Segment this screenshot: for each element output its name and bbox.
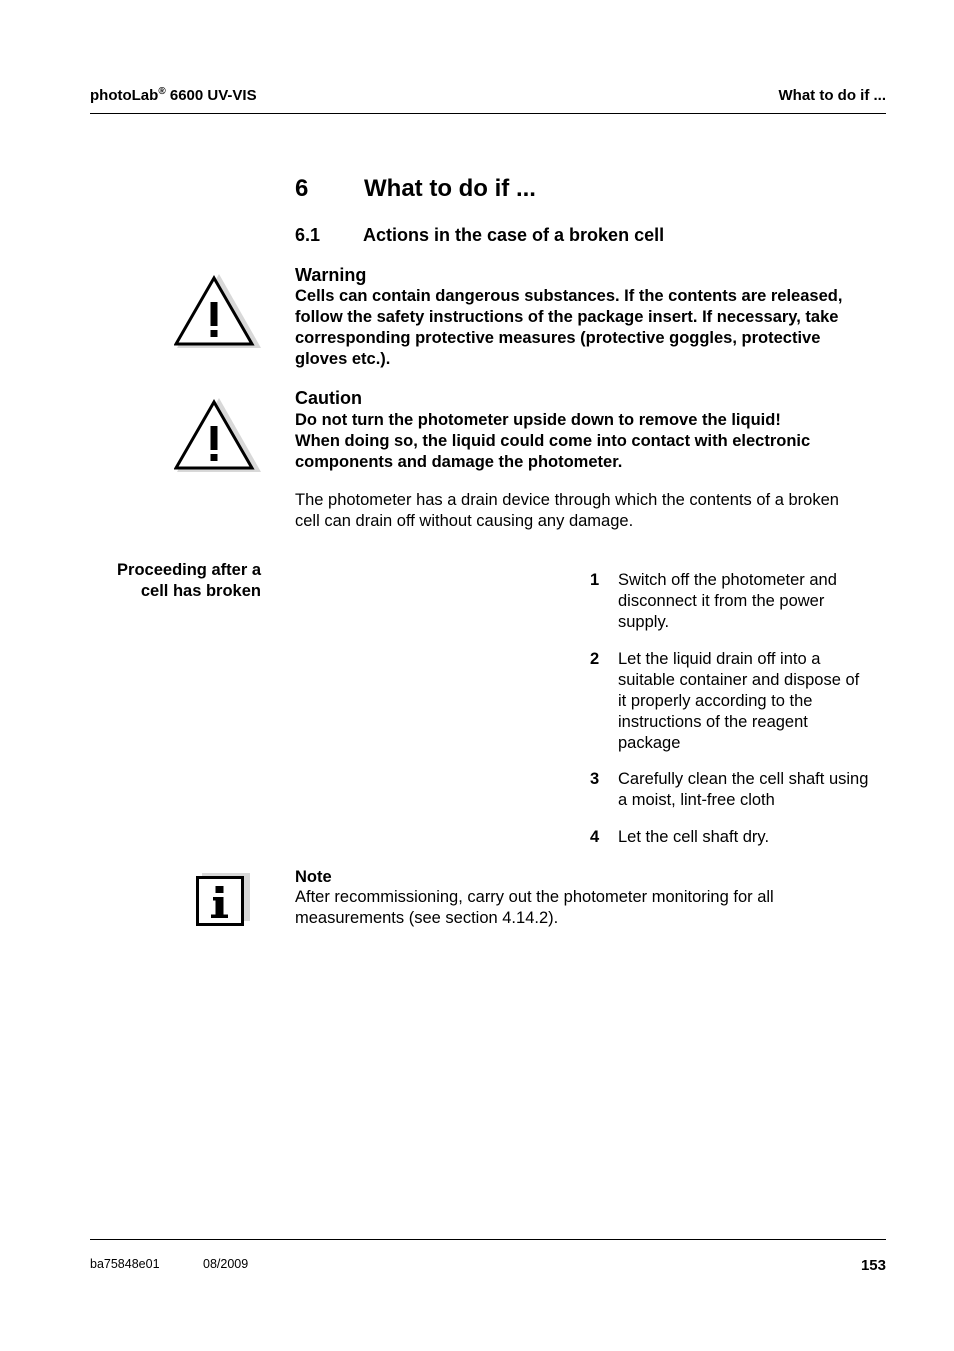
note-title: Note bbox=[295, 868, 332, 886]
step-number: 3 bbox=[590, 770, 600, 788]
registered-mark: ® bbox=[158, 86, 166, 97]
step-line: supply. bbox=[618, 613, 670, 631]
warning-line: corresponding protective measures (protective goggles, protective bbox=[295, 329, 821, 347]
warning-title: Warning bbox=[295, 265, 367, 285]
section-title: Actions in the case of a broken cell bbox=[363, 225, 665, 245]
step-line: Switch off the photometer and bbox=[618, 571, 837, 589]
step-line: package bbox=[618, 734, 681, 752]
side-label-line: Proceeding after a bbox=[117, 561, 261, 579]
info-icon bbox=[196, 872, 252, 928]
warning-line: gloves etc.). bbox=[295, 350, 391, 368]
step-line: Let the liquid drain off into a bbox=[618, 650, 821, 668]
step-line: Carefully clean the cell shaft using bbox=[618, 770, 869, 788]
footer-rule bbox=[90, 1239, 886, 1240]
product-model: 6600 UV-VIS bbox=[165, 87, 257, 104]
caution-line: When doing so, the liquid could come into contact with electronic bbox=[295, 432, 811, 450]
product-name: photoLab bbox=[90, 87, 159, 104]
side-label-line: cell has broken bbox=[140, 582, 261, 600]
step-line: Let the cell shaft dry. bbox=[618, 828, 770, 846]
intro-line: cell can drain off without causing any damage. bbox=[295, 512, 634, 530]
section-number: 6.1 bbox=[295, 225, 321, 245]
warning-triangle-icon bbox=[174, 268, 264, 350]
step-line: instructions of the reagent bbox=[618, 713, 808, 731]
header-product bbox=[90, 86, 257, 104]
chapter-number: 6 bbox=[295, 175, 309, 202]
caution-title: Caution bbox=[295, 388, 362, 408]
step-line: it properly according to the bbox=[618, 692, 813, 710]
caution-text bbox=[295, 410, 895, 473]
step-number: 1 bbox=[590, 571, 600, 589]
step-line: a moist, lint-free cloth bbox=[618, 791, 775, 809]
step-line: suitable container and dispose of bbox=[618, 671, 860, 689]
caution-line: Do not turn the photometer upside down to remove the liquid! bbox=[295, 411, 781, 429]
warning-text bbox=[295, 286, 895, 370]
footer-date: 08/2009 bbox=[203, 1257, 249, 1271]
note-line: After recommissioning, carry out the photometer monitoring for all bbox=[295, 888, 774, 906]
header-section: What to do if ... bbox=[778, 87, 886, 104]
side-label bbox=[61, 560, 261, 602]
step-line: disconnect it from the power bbox=[618, 592, 825, 610]
note-text bbox=[295, 887, 895, 929]
step-number: 2 bbox=[590, 650, 600, 668]
header-rule bbox=[90, 113, 886, 114]
intro-paragraph bbox=[295, 490, 895, 532]
footer-doc-id: ba75848e01 bbox=[90, 1257, 160, 1271]
step-number: 4 bbox=[590, 828, 600, 846]
caution-line: components and damage the photometer. bbox=[295, 453, 623, 471]
warning-line: Cells can contain dangerous substances. If the contents are released, bbox=[295, 287, 843, 305]
page-number: 153 bbox=[860, 1257, 886, 1274]
note-line: measurements (see section 4.14.2). bbox=[295, 909, 559, 927]
chapter-title: What to do if ... bbox=[364, 175, 536, 202]
step-text bbox=[618, 769, 886, 811]
warning-line: follow the safety instructions of the package insert. If necessary, take bbox=[295, 308, 839, 326]
step-text bbox=[618, 649, 886, 754]
warning-triangle-icon bbox=[174, 392, 264, 474]
step-text bbox=[618, 827, 886, 848]
step-text bbox=[618, 570, 886, 633]
intro-line: The photometer has a drain device through which the contents of a broken bbox=[295, 491, 839, 509]
